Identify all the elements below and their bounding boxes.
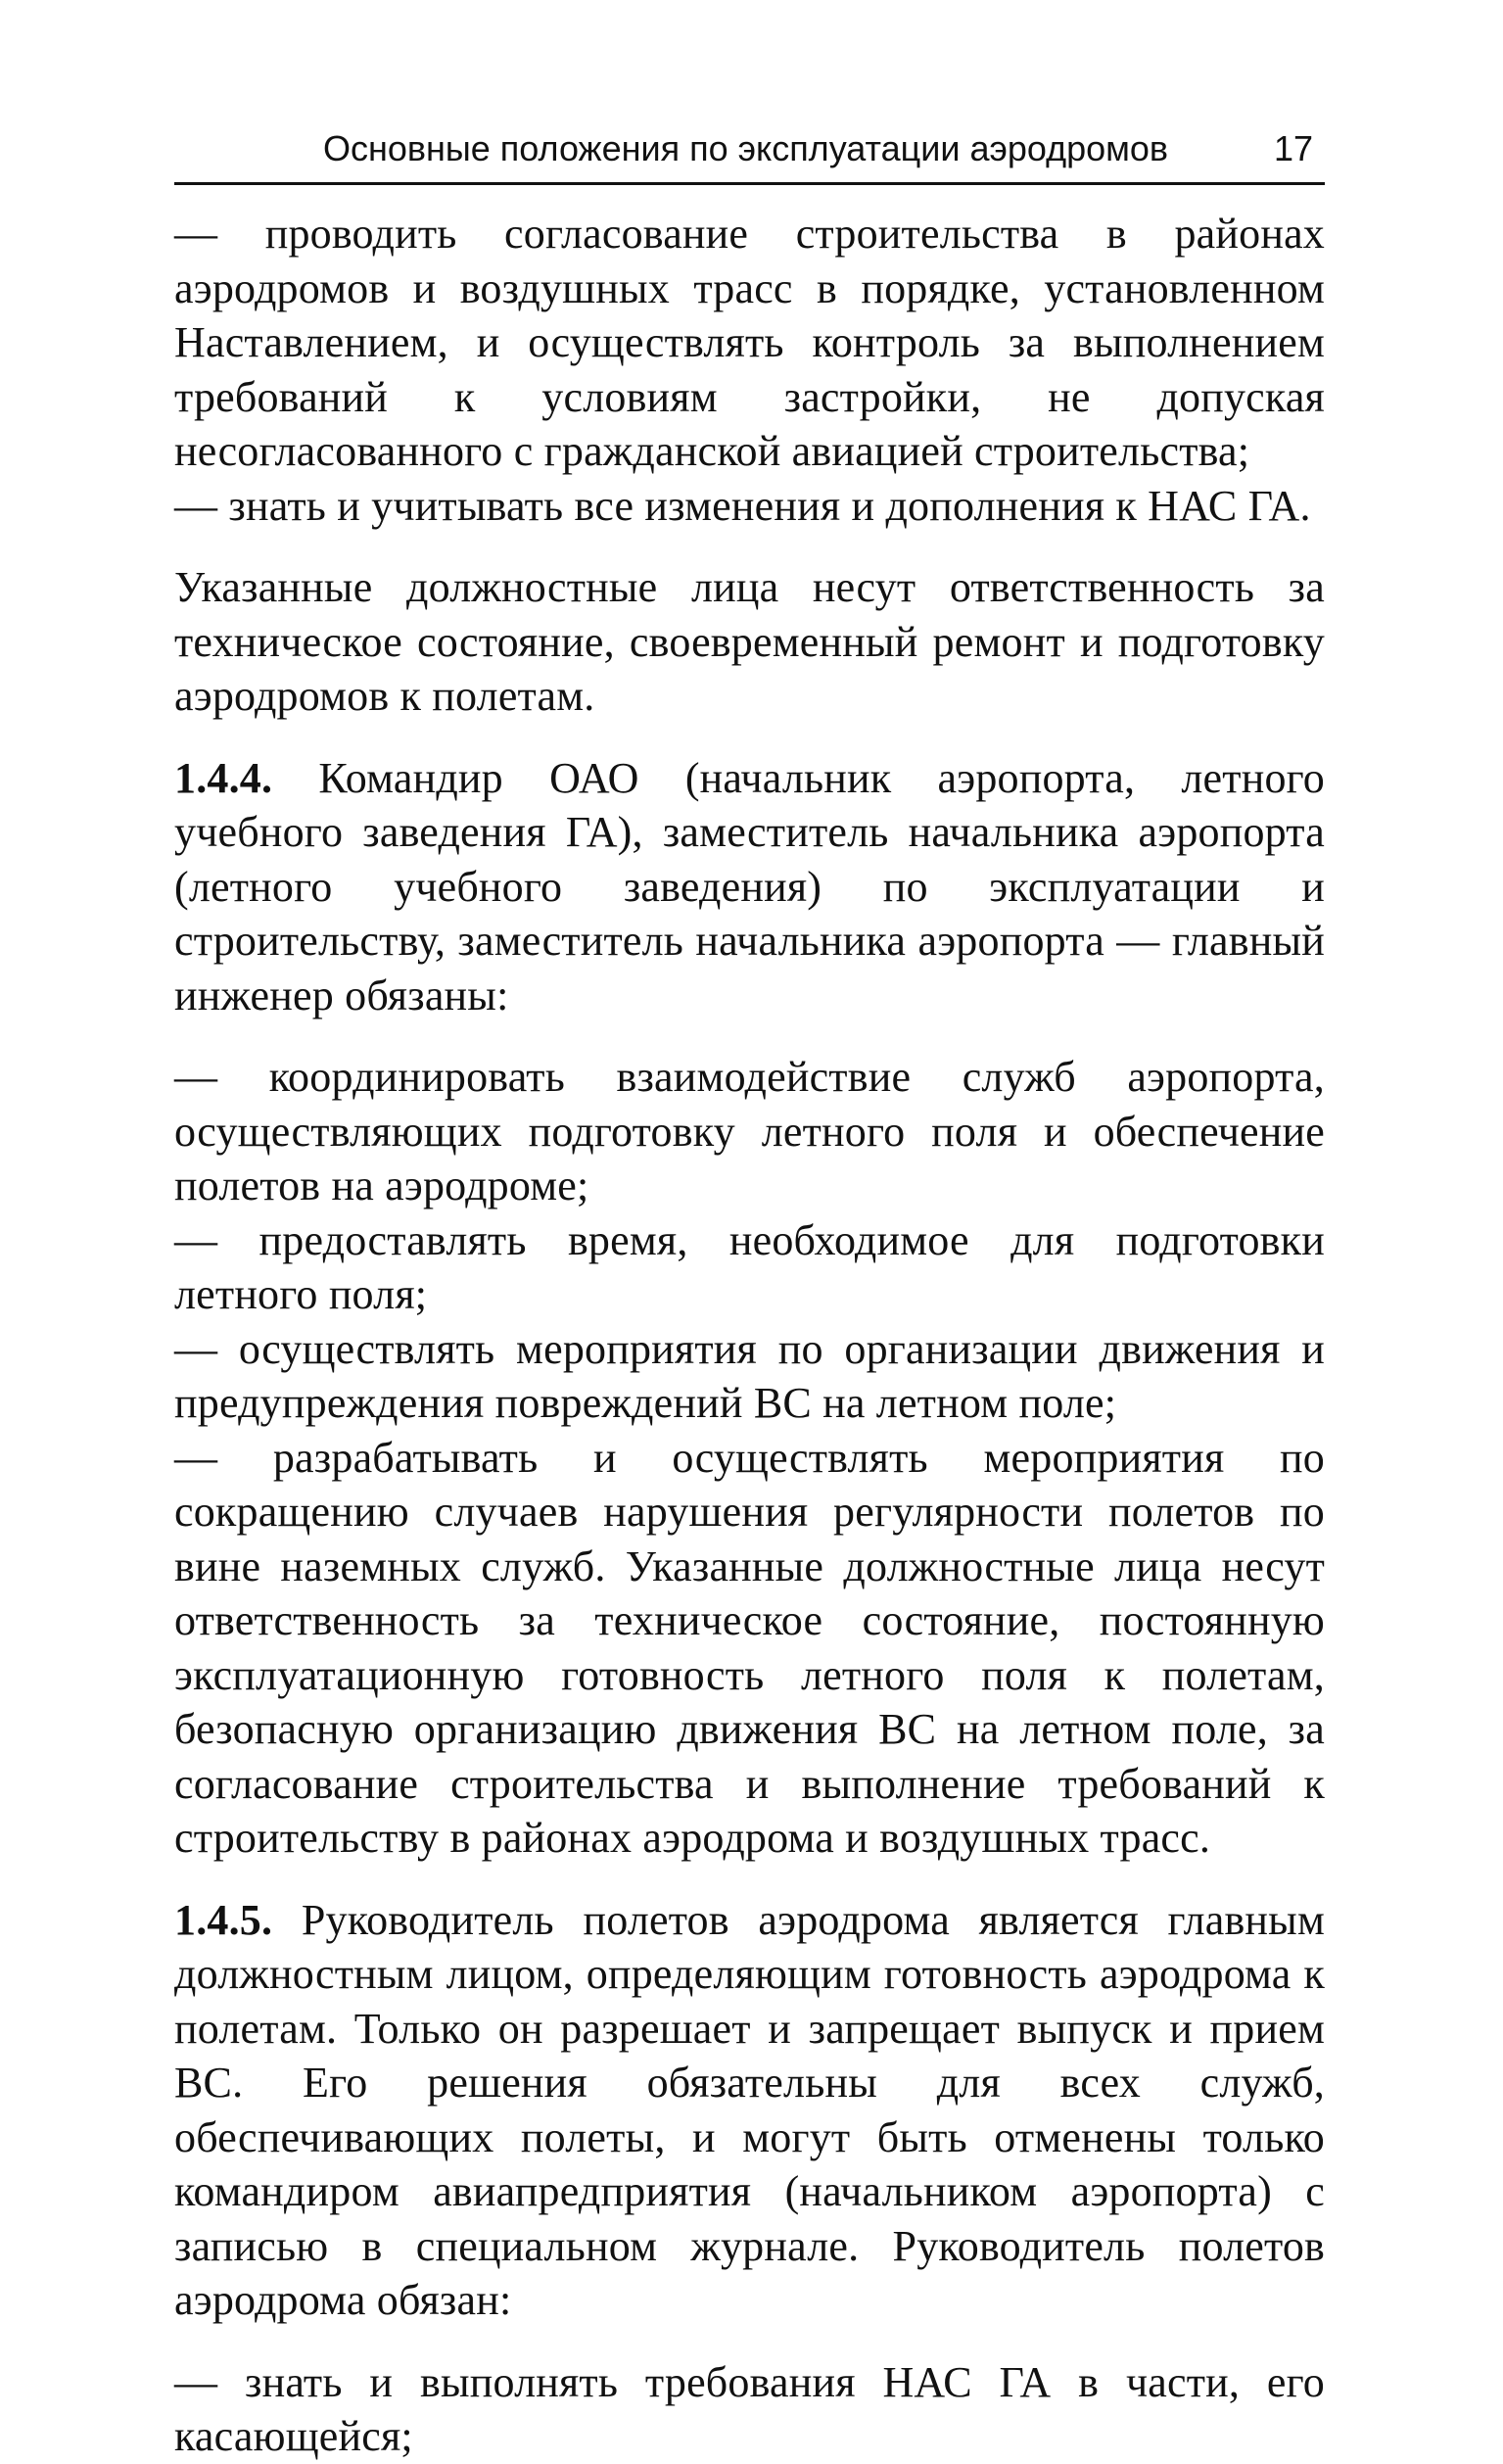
section-1-4-4: 1.4.4. Командир ОАО (начальник аэропорта, летного учебного заведения ГА), заместитель начальника аэропорта (летного учебного заведения) по эксплуатации и строительству, заместитель начальника аэропорта — главный инженер обязаны: bbox=[174, 753, 1326, 1019]
section-number: 1.4.4. bbox=[174, 753, 273, 802]
running-header bbox=[174, 127, 1325, 170]
paragraph: — разрабатывать и осуществлять мероприятия по сокращению случаев нарушения регулярности полетов по вине наземных служб. Указанные должностные лица несут ответственность за техническое состояние, постоянную эксплуатационную готовность летного поля к полетам, безопасную организацию движения ВС на летном поле, за согласование строительства и выполнение требований к строительству в районах аэродрома и воздушных трасс. bbox=[174, 1433, 1325, 1862]
paragraph: Указанные должностные лица несут ответственность за техническое состояние, своевременный ремонт и подготовку аэродромов к полетам. bbox=[174, 563, 1325, 720]
page-number: 17 bbox=[1273, 128, 1313, 168]
paragraph: — знать и выполнять требования НАС ГА в части, его касающейся; bbox=[174, 2357, 1325, 2460]
paragraph: — предоставлять время, необходимое для подготовки летного поля; bbox=[174, 1215, 1325, 1318]
document-page bbox=[174, 127, 1325, 2464]
section-1-4-5: 1.4.5. Руководитель полетов аэродрома является главным должностным лицом, определяющим готовность аэродрома к полетам. Только он разрешает и запрещает выпуск и прием ВС. Его решения обязательны для всех служб, обеспечивающих полеты, и могут быть отменены только командиром авиапредприятия (начальником аэропорта) с записью в специальном журнале. Руководитель полетов аэродрома обязан: bbox=[174, 1895, 1325, 2324]
header-title: Основные положения по эксплуатации аэродромов bbox=[323, 128, 1169, 168]
paragraph: — знать и учитывать все изменения и дополнения к НАС ГА. bbox=[174, 481, 1311, 530]
header-rule bbox=[174, 182, 1325, 185]
paragraph: — проводить согласование строительства в районах аэродромов и воздушных трасс в порядке, установленном Наставлением, и осуществлять контроль за выполнением требований к условиям застройки, не допуская несогласованного с гражданской авиацией строительства; bbox=[174, 210, 1325, 475]
section-number: 1.4.5. bbox=[174, 1895, 273, 1944]
paragraph: — координировать взаимодействие служб аэропорта, осуществляющих подготовку летного поля и обеспечение полетов на аэродроме; bbox=[174, 1053, 1325, 1209]
paragraph: — осуществлять мероприятия по организации движения и предупреждения повреждений ВС на летном поле; bbox=[174, 1324, 1325, 1427]
